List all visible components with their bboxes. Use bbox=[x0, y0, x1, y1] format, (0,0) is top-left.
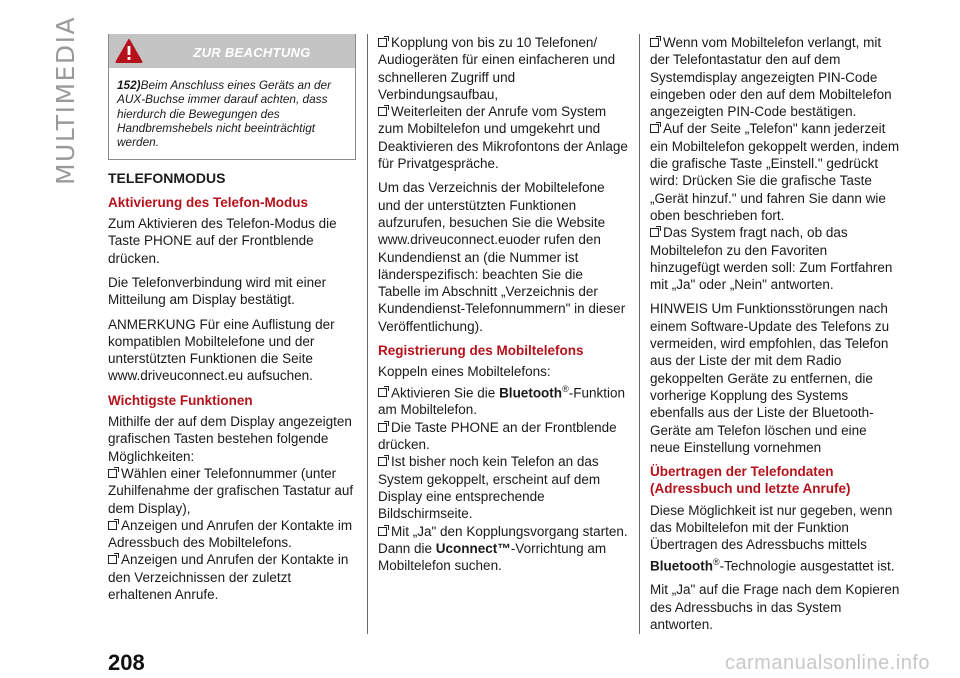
checkbox-bullet-icon bbox=[108, 469, 117, 478]
column-2 bbox=[378, 34, 628, 574]
list-item-text: Auf der Seite „Telefon" kann jederzeit ein Mobiltelefon gekoppelt werden, indem die grafische Taste „Einstell." gedrückt wird: Drücken Sie die grafische Taste „Gerät hinzuf." und fahren Sie dann wie oben beschrieben fort. bbox=[650, 121, 900, 223]
paragraph: Die Telefonverbindung wird mit einer Mitteilung am Display bestätigt. bbox=[108, 274, 327, 308]
list-item bbox=[378, 103, 628, 172]
list-item bbox=[108, 465, 356, 517]
checkbox-bullet-icon bbox=[108, 521, 117, 530]
checkbox-bullet-icon bbox=[378, 423, 387, 432]
list-item bbox=[650, 34, 900, 120]
column-1 bbox=[108, 34, 356, 603]
list-item bbox=[108, 551, 356, 603]
subheading-register: Registrierung des Mobiltelefons bbox=[378, 343, 584, 359]
list-item-text: Anzeigen und Anrufen der Kontakte in den Verzeichnissen der zuletzt erhaltenen Anrufe. bbox=[108, 552, 349, 603]
caution-header bbox=[109, 34, 355, 68]
list-item-text: Das System fragt nach, ob das Mobiltelefon zu den Favoriten hinzugefügt werden soll: Zum Fortfahren mit „Ja" oder „Nein" antworten. bbox=[650, 225, 893, 293]
list-item-text: Kopplung von bis zu 10 Telefonen/ Audiogeräten für einen einfacheren und schnelleren Zugriff und Verbindungsaufbau, bbox=[378, 35, 616, 102]
checkbox-bullet-icon bbox=[378, 107, 387, 116]
checkbox-bullet-icon bbox=[378, 527, 387, 536]
section-side-tab-label: MULTIMEDIA bbox=[51, 15, 81, 185]
column-3 bbox=[650, 34, 900, 640]
list-item-text: Ist bisher noch kein Telefon an das System gekoppelt, erscheint auf dem Display eine entsprechende Bildschirmseite. bbox=[378, 454, 601, 522]
list-item bbox=[650, 224, 900, 293]
caution-box bbox=[108, 34, 356, 160]
page-number: 208 bbox=[108, 650, 145, 675]
paragraph: Mithilfe der auf dem Display angezeigten grafischen Tasten bestehen folgende Möglichkeiten: bbox=[108, 414, 352, 464]
list-item: Aktivieren Sie die Bluetooth®-Funktion am Mobiltelefon. bbox=[378, 383, 625, 418]
subheading-functions: Wichtigste Funktionen bbox=[108, 392, 253, 408]
list-item bbox=[108, 517, 356, 552]
paragraph: Koppeln eines Mobiltelefons: bbox=[378, 364, 551, 380]
watermark: carmanualsonline.info bbox=[724, 652, 930, 674]
caution-body bbox=[109, 68, 355, 159]
checkbox-bullet-icon bbox=[378, 388, 387, 397]
list-item-text: Wenn vom Mobiltelefon verlangt, mit der Telefontastatur den auf dem Systemdisplay angezeigten PIN-Code eingeben oder den auf dem Mobiltelefon angezeigten PIN-Code bestätigen. bbox=[650, 35, 892, 120]
caution-number: 152) bbox=[117, 78, 141, 92]
list-item bbox=[378, 419, 628, 454]
list-item bbox=[650, 120, 900, 224]
subheading-activation: Aktivierung des Telefon-Modus bbox=[108, 194, 309, 210]
section-title: TELEFONMODUS bbox=[108, 170, 226, 187]
list-item-text: Weiterleiten der Anrufe vom System zum Mobiltelefon und umgekehrt und Deaktivieren des Mikrofontons der Anlage für Privatgespräche. bbox=[378, 104, 628, 172]
checkbox-bullet-icon bbox=[378, 457, 387, 466]
subheading-transfer: Übertragen der Telefondaten (Adressbuch und letzte Anrufe) bbox=[650, 464, 851, 497]
list-item: Mit „Ja" den Kopplungsvorgang starten. Dann die Uconnect™-Vorrichtung am Mobiltelefon suchen. bbox=[378, 523, 628, 574]
list-item-text: Anzeigen und Anrufen der Kontakte im Adressbuch des Mobiltelefons. bbox=[108, 517, 353, 551]
paragraph: Um das Verzeichnis der Mobiltelefone und der unterstützten Funktionen aufzurufen, besuchen Sie die Website www.driveuconnect.euoder rufen den Kundendienst an (die Nummer ist länderspezifisch: beachten Sie die Tabelle im Abschnitt „Verzeichnis der Kundendienst-Telefonnummern" in dieser Veröffentlichung). bbox=[378, 180, 626, 334]
checkbox-bullet-icon bbox=[650, 38, 659, 47]
checkbox-bullet-icon bbox=[378, 38, 387, 47]
paragraph: Diese Möglichkeit ist nur gegeben, wenn das Mobiltelefon mit der Funktion Übertragen des Adressbuchs mittels Bluetooth®-Technologie ausgestattet ist. bbox=[650, 502, 895, 574]
list-item-text: Wählen einer Telefonnummer (unter Zuhilfenahme der grafischen Tastatur auf dem Display), bbox=[108, 465, 354, 516]
paragraph: ANMERKUNG Für eine Auflistung der kompatiblen Mobiltelefone und der unterstützten Funktionen die Seite www.driveuconnect.eu aufsuchen. bbox=[108, 316, 335, 384]
warning-icon bbox=[115, 38, 143, 64]
checkbox-bullet-icon bbox=[650, 124, 659, 133]
paragraph: Mit „Ja" auf die Frage nach dem Kopieren des Adressbuchs in das System antworten. bbox=[650, 582, 900, 632]
column-divider bbox=[367, 34, 368, 634]
section-side-tab bbox=[51, 15, 81, 185]
paragraph: HINWEIS Um Funktionsstörungen nach einem Software-Update des Telefons zu vermeiden, wird empfohlen, das Telefon aus der Liste der mit dem Radio gekoppelten Geräte zu entfernen, die vorherige Kopplung des Systems ebenfalls aus der Liste der Bluetooth-Geräte am Telefon löschen und eine neue Einstellung vornehmen bbox=[650, 301, 890, 455]
checkbox-bullet-icon bbox=[650, 228, 659, 237]
list-item bbox=[378, 453, 628, 522]
caution-title: ZUR BEACHTUNG bbox=[193, 45, 311, 60]
list-item-text: Die Taste PHONE an der Frontblende drücken. bbox=[378, 419, 617, 453]
caution-text: Beim Anschluss eines Geräts an der AUX-Buchse immer darauf achten, dass hierdurch die Bewegungen des Handbremshebels nicht beeinträchtigt werden. bbox=[117, 78, 331, 150]
paragraph: Zum Aktivieren des Telefon-Modus die Taste PHONE auf der Frontblende drücken. bbox=[108, 216, 337, 266]
column-divider bbox=[639, 34, 640, 634]
checkbox-bullet-icon bbox=[108, 555, 117, 564]
list-item bbox=[378, 34, 628, 103]
